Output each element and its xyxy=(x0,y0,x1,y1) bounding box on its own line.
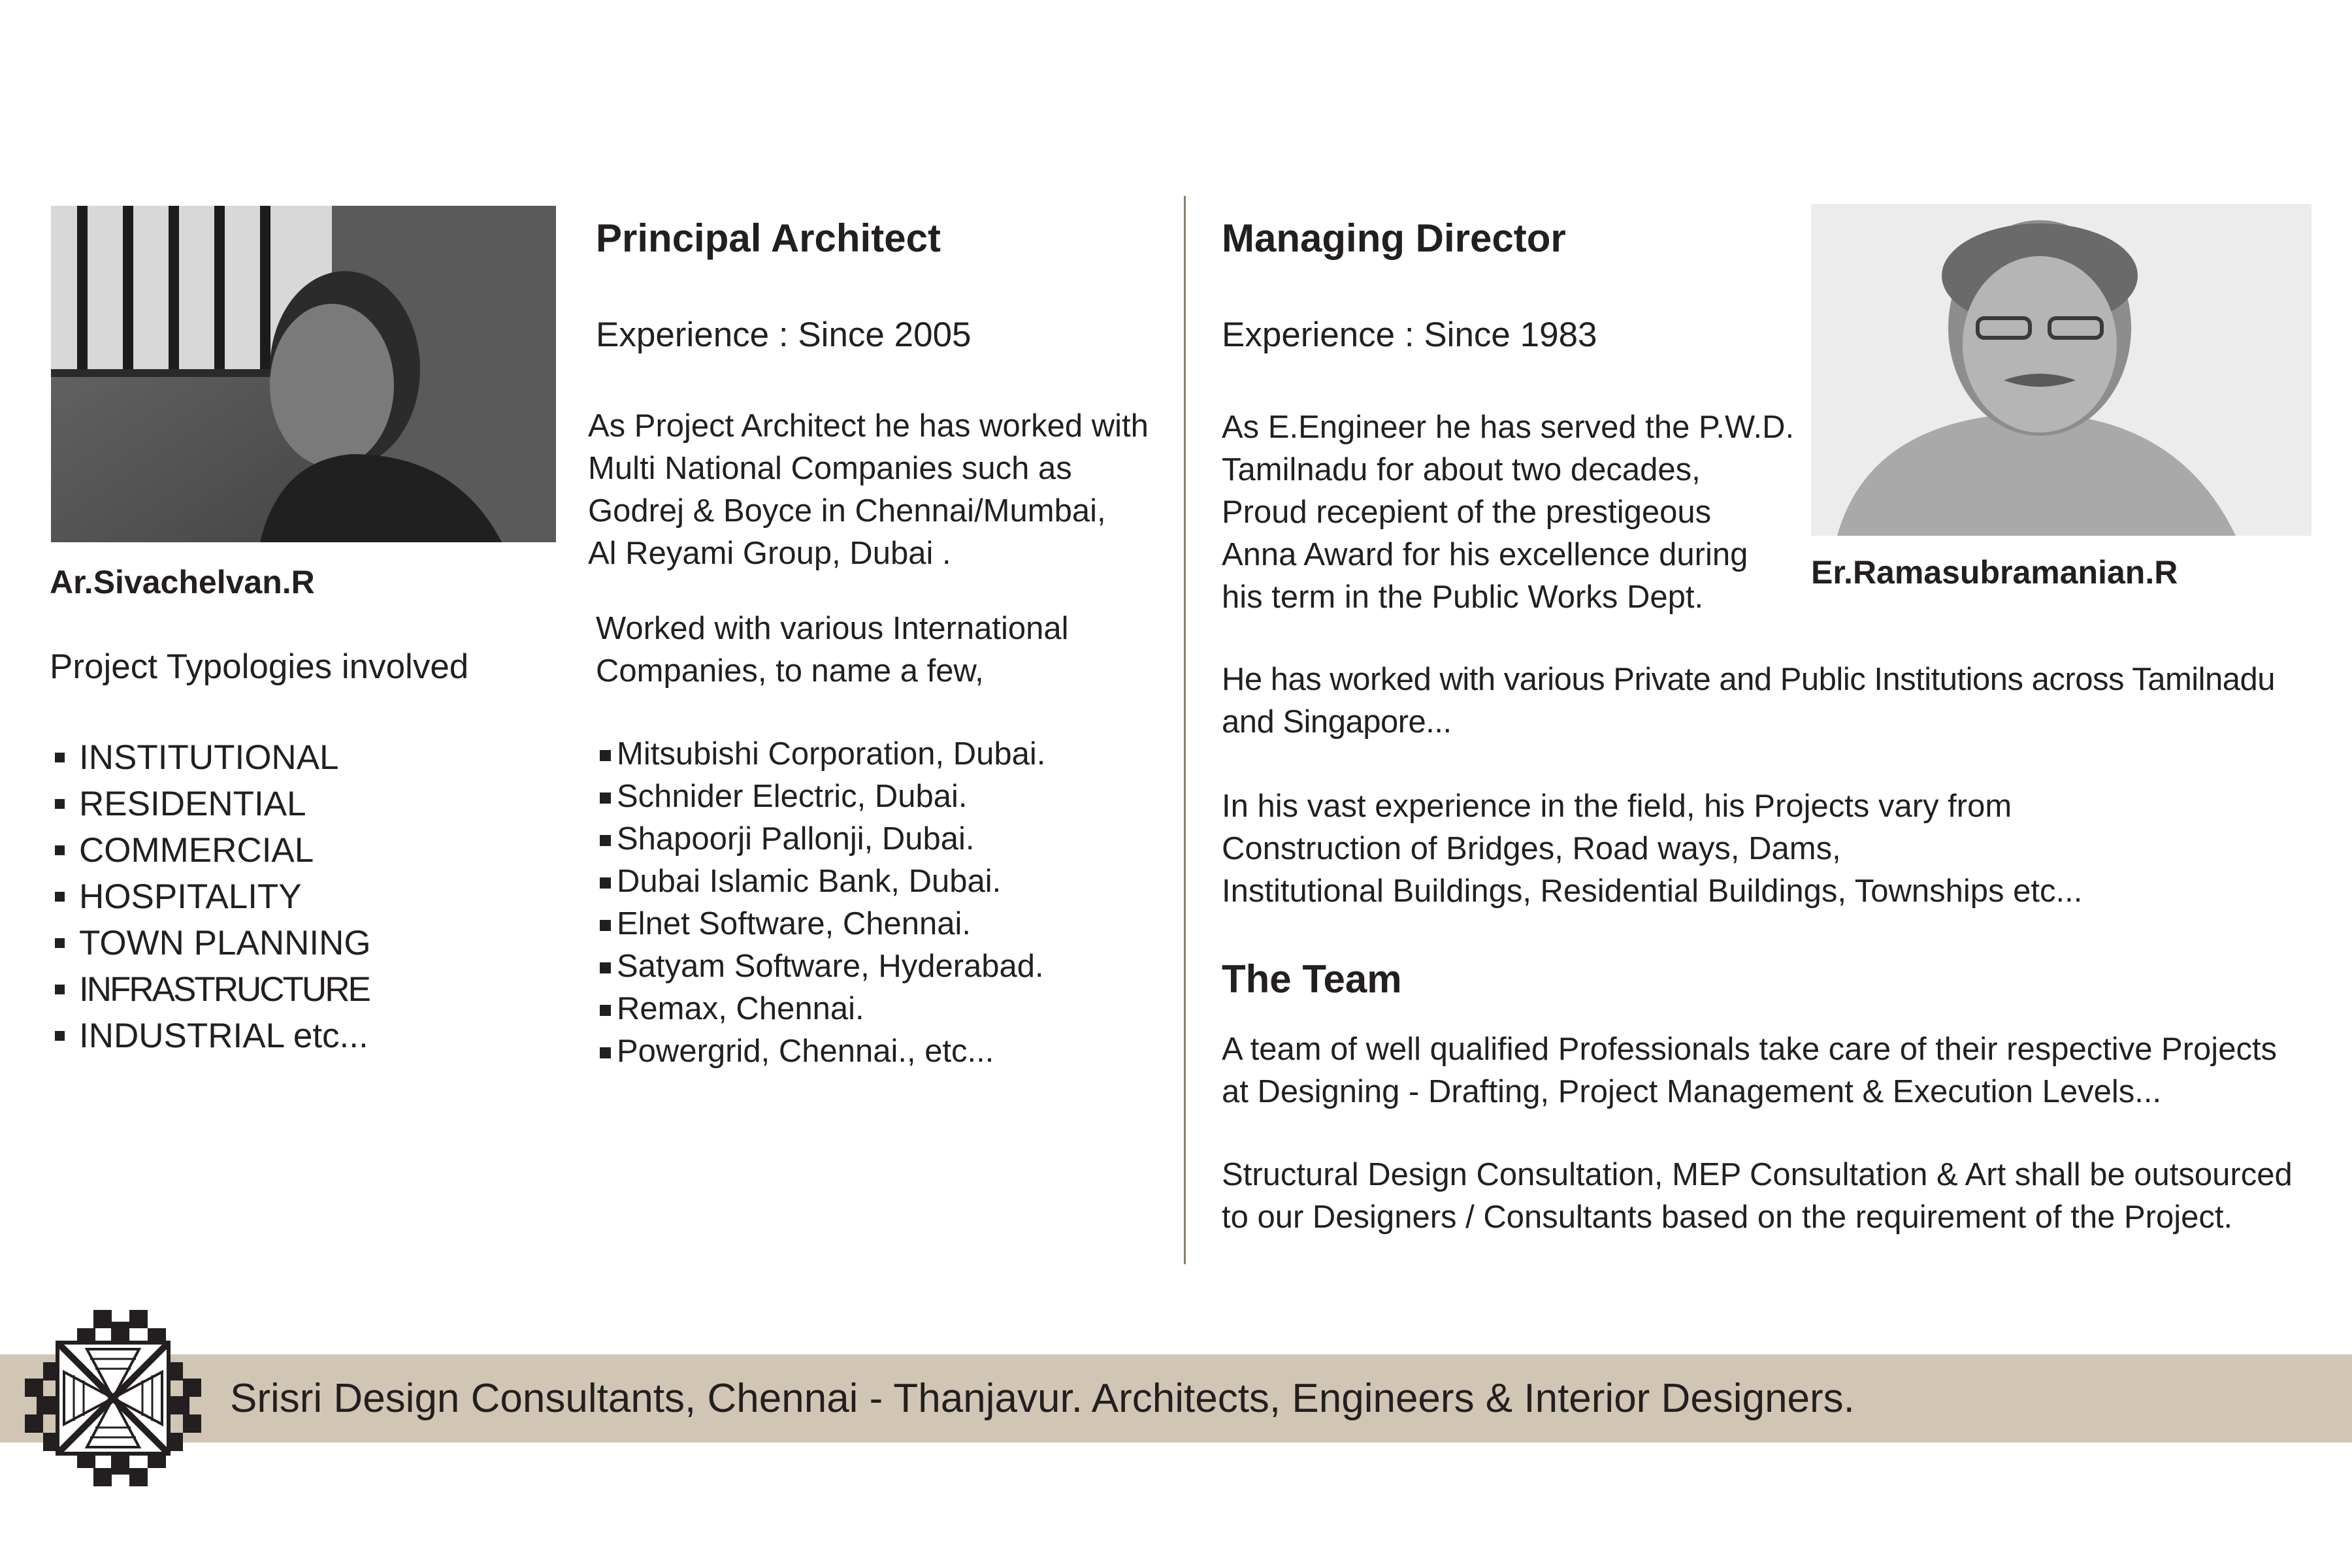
text-line: at Designing - Drafting, Project Management & Execution Levels... xyxy=(1222,1074,2162,1109)
principal-architect-heading: Principal Architect xyxy=(596,216,941,260)
typology-item: INSTITUTIONAL xyxy=(50,734,371,781)
footer-tagline: Srisri Design Consultants, Chennai - Thanjavur. Architects, Engineers & Interior Designers. xyxy=(230,1376,1855,1421)
company-item: Dubai Islamic Bank, Dubai. xyxy=(598,860,1045,903)
director-experience: Experience : Since 1983 xyxy=(1222,316,1597,354)
company-item: Powergrid, Chennai., etc... xyxy=(598,1030,1045,1073)
principal-intro xyxy=(588,405,1149,575)
director-name: Er.Ramasubramanian.R xyxy=(1811,554,2178,591)
text-line: In his vast experience in the field, his Projects vary from xyxy=(1222,789,2012,824)
typologies-title: Project Typologies involved xyxy=(50,647,469,686)
company-item: Elnet Software, Chennai. xyxy=(598,903,1045,945)
text-line: As Project Architect he has worked with xyxy=(588,408,1149,444)
text-line: A team of well qualified Professionals take care of their respective Projects xyxy=(1222,1032,2278,1067)
typology-item: INDUSTRIAL etc... xyxy=(50,1013,371,1059)
text-line: Structural Design Consultation, MEP Consultation & Art shall be outsourced xyxy=(1222,1157,2293,1192)
principal-experience: Experience : Since 2005 xyxy=(596,316,972,354)
text-line: Al Reyami Group, Dubai . xyxy=(588,536,951,571)
text-line: Anna Award for his excellence during xyxy=(1222,537,1748,572)
text-line: Godrej & Boyce in Chennai/Mumbai, xyxy=(588,493,1106,529)
architect-photo xyxy=(51,206,556,542)
architect-name: Ar.Sivachelvan.R xyxy=(50,564,315,600)
director-bio xyxy=(1222,406,1794,619)
text-line: and Singapore... xyxy=(1222,704,1452,740)
text-line: As E.Engineer he has served the P.W.D. xyxy=(1222,410,1795,445)
companies-intro xyxy=(596,608,1069,693)
text-line: Proud recepient of the prestigeous xyxy=(1222,495,1712,530)
team-outsourcing xyxy=(1222,1154,2293,1239)
firm-logo-icon xyxy=(25,1310,201,1486)
text-line: Multi National Companies such as xyxy=(588,451,1072,486)
typology-item: COMMERCIAL xyxy=(50,827,371,874)
typology-item: HOSPITALITY xyxy=(50,874,371,920)
director-institutions xyxy=(1222,659,2275,743)
companies-list xyxy=(598,733,1045,1073)
text-line: Worked with various International xyxy=(596,611,1069,646)
company-item: Shapoorji Pallonji, Dubai. xyxy=(598,818,1045,860)
text-line: Tamilnadu for about two decades, xyxy=(1222,452,1701,487)
director-projects xyxy=(1222,785,2082,913)
company-item: Mitsubishi Corporation, Dubai. xyxy=(598,733,1045,776)
text-line: Companies, to name a few, xyxy=(596,653,984,689)
text-line: his term in the Public Works Dept. xyxy=(1222,580,1704,615)
text-line: He has worked with various Private and Public Institutions across Tamilnadu xyxy=(1222,662,2276,697)
company-item: Remax, Chennai. xyxy=(598,988,1045,1030)
director-photo xyxy=(1811,204,2311,536)
company-item: Satyam Software, Hyderabad. xyxy=(598,945,1045,988)
text-line: to our Designers / Consultants based on the requirement of the Project. xyxy=(1222,1200,2233,1235)
typologies-list xyxy=(50,734,371,1059)
text-line: Construction of Bridges, Road ways, Dams, xyxy=(1222,831,1841,866)
typology-item: TOWN PLANNING xyxy=(50,920,371,966)
managing-director-heading: Managing Director xyxy=(1222,216,1566,260)
typology-item: INFRASTRUCTURE xyxy=(50,966,371,1013)
team-description xyxy=(1222,1028,2277,1113)
column-divider xyxy=(1184,196,1186,1264)
team-heading: The Team xyxy=(1222,957,1402,1001)
company-item: Schnider Electric, Dubai. xyxy=(598,776,1045,818)
typology-item: RESIDENTIAL xyxy=(50,781,371,827)
text-line: Institutional Buildings, Residential Buildings, Townships etc... xyxy=(1222,874,2083,909)
